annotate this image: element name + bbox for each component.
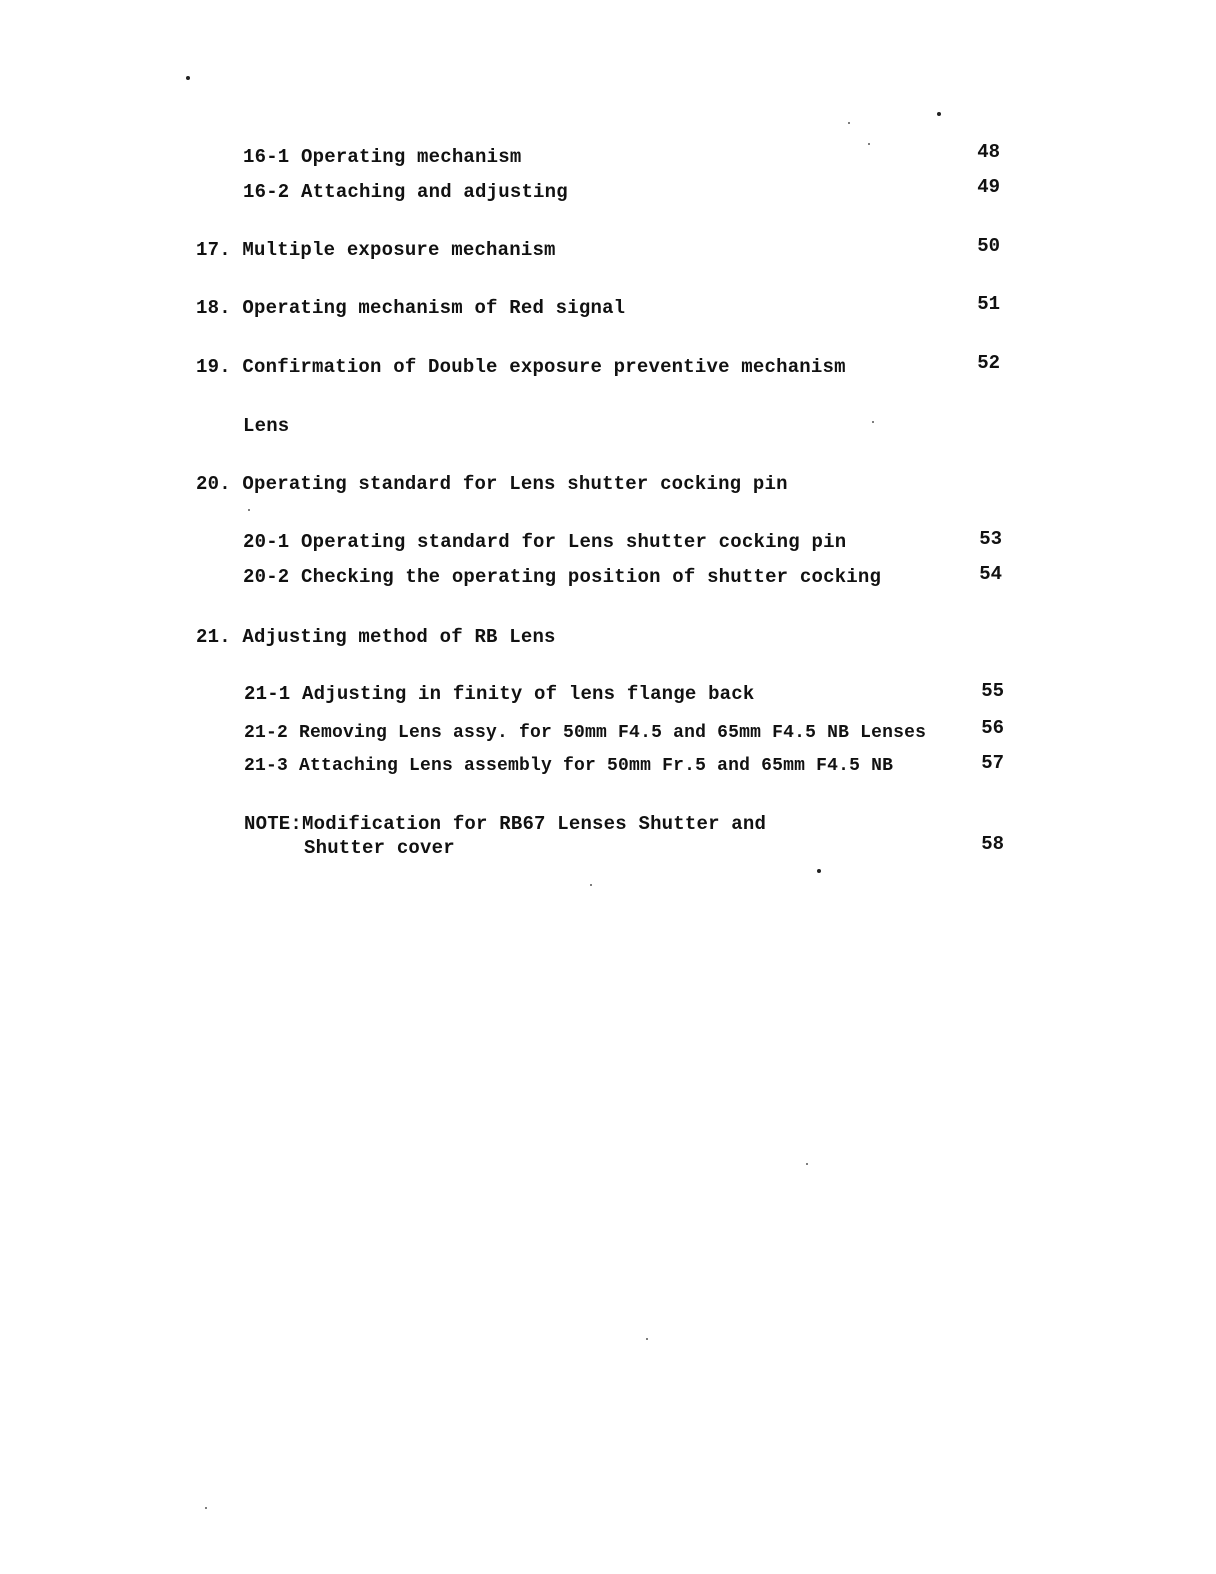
scan-speck <box>186 76 190 80</box>
toc-page-number: 58 <box>981 833 1004 855</box>
scan-speck <box>817 869 821 873</box>
toc-page-number: 50 <box>977 235 1000 257</box>
toc-entry-16-2: 16-2 Attaching and adjusting <box>243 181 568 203</box>
toc-entry-21-3: 21-3 Attaching Lens assembly for 50mm Fr.5 and 65mm F4.5 NB <box>244 756 894 776</box>
toc-page-number: 53 <box>979 528 1002 550</box>
scan-speck <box>937 112 941 116</box>
toc-page-number: 52 <box>977 352 1000 374</box>
scan-speck <box>806 1163 808 1165</box>
toc-entry-20-2: 20-2 Checking the operating position of shutter cocking <box>243 566 882 588</box>
toc-entry-20: 20. Operating standard for Lens shutter cocking pin <box>196 473 788 495</box>
toc-entry-21-2: 21-2 Removing Lens assy. for 50mm F4.5 and 65mm F4.5 NB Lenses <box>244 723 927 743</box>
scan-speck <box>590 884 592 886</box>
toc-entry-21: 21. Adjusting method of RB Lens <box>196 626 556 648</box>
toc-entry-21-1: 21-1 Adjusting in finity of lens flange back <box>244 683 755 705</box>
toc-entry-19: 19. Confirmation of Double exposure preventive mechanism <box>196 356 846 378</box>
toc-page-number: 55 <box>981 680 1004 702</box>
toc-page-number: 56 <box>981 717 1004 739</box>
toc-note-line-2: Shutter cover <box>304 837 455 859</box>
toc-entry-20-1: 20-1 Operating standard for Lens shutter cocking pin <box>243 531 847 553</box>
toc-page-number: 54 <box>979 563 1002 585</box>
scan-speck <box>868 143 870 145</box>
toc-note-line-1: NOTE:Modification for RB67 Lenses Shutter and <box>244 813 767 835</box>
scan-speck <box>848 122 850 124</box>
toc-page-number: 48 <box>977 141 1000 163</box>
scan-speck <box>248 509 250 511</box>
toc-page-number: 49 <box>977 176 1000 198</box>
toc-page-number: 57 <box>981 752 1004 774</box>
toc-page-number: 51 <box>977 293 1000 315</box>
toc-entry-16-1: 16-1 Operating mechanism <box>243 146 522 168</box>
scan-speck <box>646 1338 648 1340</box>
scan-speck <box>872 421 874 423</box>
scan-speck <box>205 1507 207 1509</box>
toc-entry-17: 17. Multiple exposure mechanism <box>196 239 556 261</box>
toc-section-heading-lens: Lens <box>243 415 290 437</box>
toc-entry-18: 18. Operating mechanism of Red signal <box>196 297 626 319</box>
